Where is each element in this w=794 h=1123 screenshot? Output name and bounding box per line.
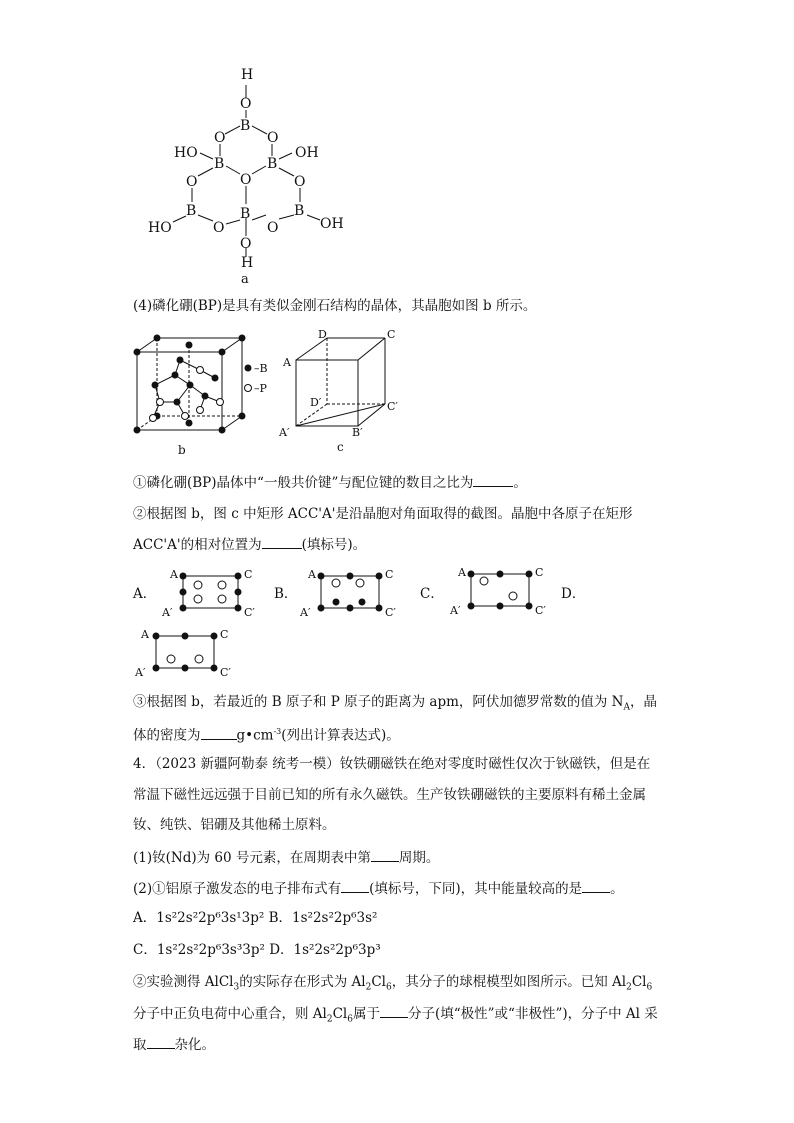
atom-OH-br: OH <box>320 216 344 232</box>
atom-O-top: O <box>240 96 252 112</box>
q5-line1: 4．（2023 新疆阿勒泰 统考一模）钕铁硼磁铁在绝对零度时磁性仅次于钬磁铁，但是在 <box>133 756 651 772</box>
q5-p4: 分子中正负电荷中心重合，则 $Al_2Cl_6$属于 分子(填“极性”或“非极性”)，分子中 Al 采 <box>133 1003 658 1030</box>
atom-O-center: O <box>240 172 252 188</box>
q4-intro: (4)磷化硼(BP)是具有类似金刚石结构的晶体，其晶胞如图 b 所示。 <box>133 298 537 314</box>
atom-B-bl: B <box>186 203 197 219</box>
svg-text:C: C <box>244 568 253 581</box>
option-D-label[interactable]: D． <box>561 586 586 602</box>
atom-B-right: B <box>267 156 278 172</box>
q5-optA: A．1s²2s²2p⁶3s¹3p² B．1s²2s²2p⁶3s² <box>133 910 378 926</box>
label-A2: A′ <box>279 426 290 439</box>
svg-text:C: C <box>535 566 544 579</box>
q5-line2: 常温下磁性远远强于目前已知的所有永久磁铁。生产钕铁硼磁铁的主要原料有稀土金属 <box>133 787 646 803</box>
atom-O-br2: O <box>267 220 279 236</box>
svg-text:C′: C′ <box>535 604 546 617</box>
svg-text:C′: C′ <box>244 606 255 618</box>
atom-H-top: H <box>241 67 254 83</box>
atom-O-mr: O <box>294 174 306 190</box>
q4-2-line2: ACC'A'的相对位置为 (填标号)。 <box>133 534 366 555</box>
label-D: D <box>318 328 327 341</box>
q5-p3: ②实验测得 AlCl$_3$的实际存在形式为 $Al_2Cl_6$，其分子的球棍模型如图所示。已知 $Al_2Cl_6$ <box>133 974 653 993</box>
label-C: C <box>387 328 396 341</box>
svg-text:C′: C′ <box>220 666 231 679</box>
label-A: A <box>283 356 291 369</box>
q4-3-line2: 体的密度为 $g•cm^{-3}$(列出计算表达式)。 <box>133 722 400 746</box>
legend-B: –B <box>254 362 268 375</box>
atom-H-bot: H <box>241 255 254 271</box>
q4-1: ①磷化硼(BP)晶体中“一般共价键”与配位键的数目之比为 。 <box>133 472 527 493</box>
legend-P: –P <box>254 382 267 395</box>
svg-text:C′: C′ <box>385 606 396 618</box>
atom-O-bot: O <box>240 236 252 252</box>
label-D2: D′ <box>310 396 322 409</box>
atom-O-ul: O <box>214 130 226 146</box>
svg-text:C: C <box>220 628 229 641</box>
q5-line3: 钕、纯铁、铝硼及其他稀土原料。 <box>133 817 336 833</box>
option-D-figure[interactable] <box>133 624 233 680</box>
figure-c-caption: c <box>337 440 344 454</box>
q5-p2: (2)①铝原子激发态的电子排布式有 (填标号，下同)，其中能量较高的是 。 <box>133 878 624 899</box>
label-B2: B′ <box>352 426 363 439</box>
option-B-figure[interactable] <box>298 566 398 618</box>
q5-optC: C．1s²2s²2p⁶3s³3p² D．1s²2s²2p⁶3p³ <box>133 942 381 958</box>
figure-b <box>125 330 285 460</box>
option-A-label[interactable]: A． <box>133 586 157 602</box>
figure-a-caption: a <box>241 272 249 287</box>
option-B-label[interactable]: B． <box>274 586 298 602</box>
atom-HO-left: HO <box>174 145 198 161</box>
svg-text:A′: A′ <box>450 604 461 617</box>
option-C-figure[interactable] <box>448 564 548 618</box>
figure-b-caption: b <box>178 443 186 457</box>
svg-text:A: A <box>170 568 178 581</box>
atom-O-bl2: O <box>213 220 225 236</box>
atom-OH-right: OH <box>295 145 319 161</box>
q5-p1: (1)钕(Nd)为 60 号元素，在周期表中第 周期。 <box>133 847 439 868</box>
atom-B-left: B <box>214 156 225 172</box>
figure-c <box>275 326 415 460</box>
svg-text:A: A <box>141 628 149 641</box>
atom-B-br: B <box>294 203 305 219</box>
atom-O-ml: O <box>186 174 198 190</box>
svg-text:A: A <box>308 568 316 581</box>
svg-text:A: A <box>458 566 466 579</box>
svg-text:A′: A′ <box>300 606 311 618</box>
atom-O-ur: O <box>267 130 279 146</box>
figure-a <box>140 60 370 290</box>
option-C-label[interactable]: C． <box>420 586 444 602</box>
svg-text:C: C <box>385 568 394 581</box>
q4-2-line1: ②根据图 b，图 c 中矩形 ACC'A'是沿晶胞对角面取得的截图。晶胞中各原子在矩形 <box>133 506 633 522</box>
label-C2: C′ <box>387 400 398 413</box>
q4-3-line1: ③根据图 b，若最近的 B 原子和 P 原子的距离为 apm，阿伏加德罗常数的值为 $N_A$，晶 <box>133 694 657 713</box>
atom-B-bc: B <box>240 206 251 222</box>
option-A-figure[interactable] <box>160 566 260 618</box>
q5-p5: 取 杂化。 <box>133 1034 215 1055</box>
svg-text:A′: A′ <box>162 606 173 618</box>
atom-B-top: B <box>240 118 251 134</box>
svg-text:A′: A′ <box>135 666 146 679</box>
atom-HO-bl: HO <box>148 220 172 236</box>
